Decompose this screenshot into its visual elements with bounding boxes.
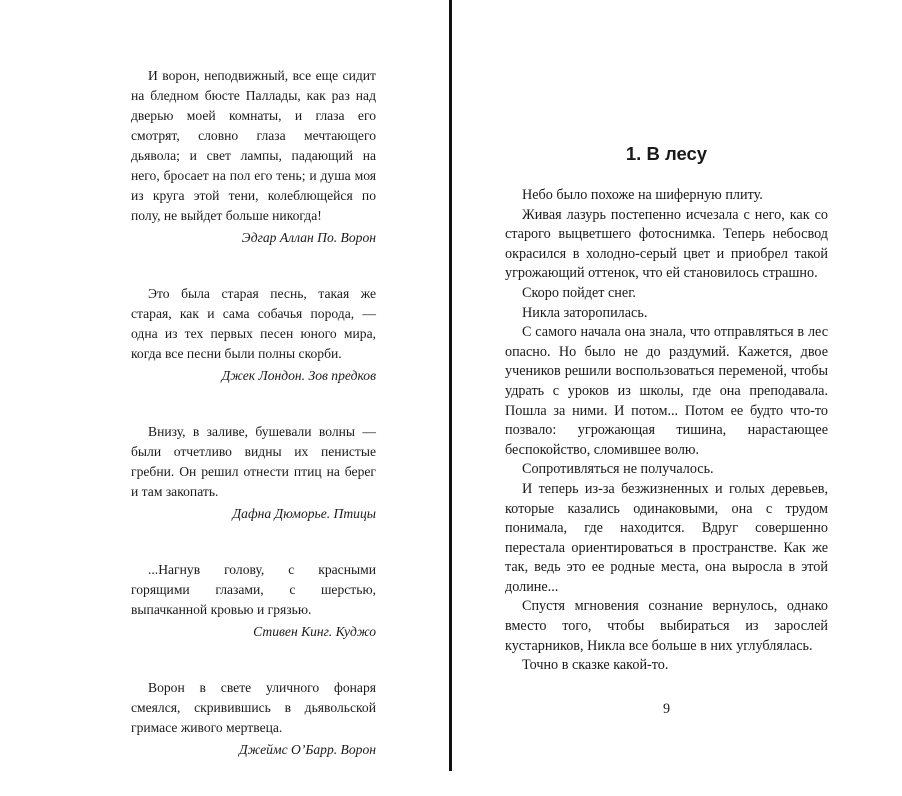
epigraph-attribution: Джек Лондон. Зов предков [221, 368, 376, 383]
chapter-body [505, 186, 828, 676]
paragraph: С самого начала она знала, что отправляться в лес опасно. Но было не до раздумий. Кажется, двое учеников решили воспользоваться переменой, чтобы удрать с уроков из школы, где она преподавала. Пошла за ними. И потом... Потом ее будто что-то позвало: угрожающая тишина, нарастающее беспокойство, сломившее волю. [505, 324, 828, 458]
epigraph-quote: Это была старая песнь, такая же старая, как и сама собачья порода, — одна из тех первых песен юного мира, когда все песни были полны скорби. [131, 286, 376, 361]
epigraph [131, 678, 376, 760]
paragraph: Живая лазурь постепенно исчезала с него, как со старого выцветшего фотоснимка. Теперь небосвод окрасился в холодно-серый цвет и приобрел такой угрожающий оттенок, что ей становилось страшно. [505, 206, 828, 282]
book-spine [449, 0, 452, 771]
paragraph: Сопротивляться не получалось. [522, 461, 714, 478]
epigraph [131, 422, 376, 524]
epigraph-attribution: Джеймс О’Барр. Ворон [238, 742, 376, 757]
epigraph-quote: Внизу, в заливе, бушевали волны — были отчетливо видны их пенистые гребни. Он решил отнести птиц на берег и там закопать. [131, 424, 376, 499]
paragraph: Небо было похоже на шиферную плиту. [522, 187, 763, 203]
paragraph: Скоро пойдет снег. [522, 284, 636, 301]
epigraph-quote: Ворон в свете уличного фонаря смеялся, скривившись в дьявольской гримасе живого мертвеца. [131, 680, 376, 735]
paragraph: И теперь из-за безжизненных и голых деревьев, которые казались одинаковыми, она с трудом понимала, где находится. Вдруг совершенно перестала ориентироваться в пространстве. Как же так, ведь это ее родные места, она выросла в этой долине... [505, 480, 828, 595]
epigraph-attribution: Эдгар Аллан По. Ворон [241, 230, 376, 245]
paragraph: Спустя мгновения сознание вернулось, однако вместо того, чтобы выбираться из зарослей кустарников, Никла все больше в них углублялась. [505, 598, 828, 654]
paragraph: Никла заторопилась. [522, 304, 648, 321]
epigraph [131, 560, 376, 642]
left-page-epigraphs [131, 66, 376, 796]
epigraph [131, 66, 376, 248]
paragraph: Точно в сказке какой-то. [522, 657, 669, 674]
epigraph-quote: И ворон, неподвижный, все еще сидит на бледном бюсте Паллады, как раз над дверью моей комнаты, и глаза его смотрят, словно глаза мечтающего дьявола; и свет лампы, падающий на него, бросает на пол его тень; и душа моя из круга этой тени, колеблющейся по полу, не выйдет больше никогда! [131, 68, 376, 223]
page-number: 9 [662, 701, 671, 717]
epigraph-attribution: Стивен Кинг. Куджо [253, 624, 376, 639]
chapter-title: 1. В лесу [625, 143, 708, 164]
epigraph-attribution: Дафна Дюморье. Птицы [232, 506, 376, 521]
epigraph-quote: ...Нагнув голову, с красными горящими глазами, с шерстью, выпачканной кровью и грязью. [131, 562, 376, 617]
epigraph [131, 284, 376, 386]
